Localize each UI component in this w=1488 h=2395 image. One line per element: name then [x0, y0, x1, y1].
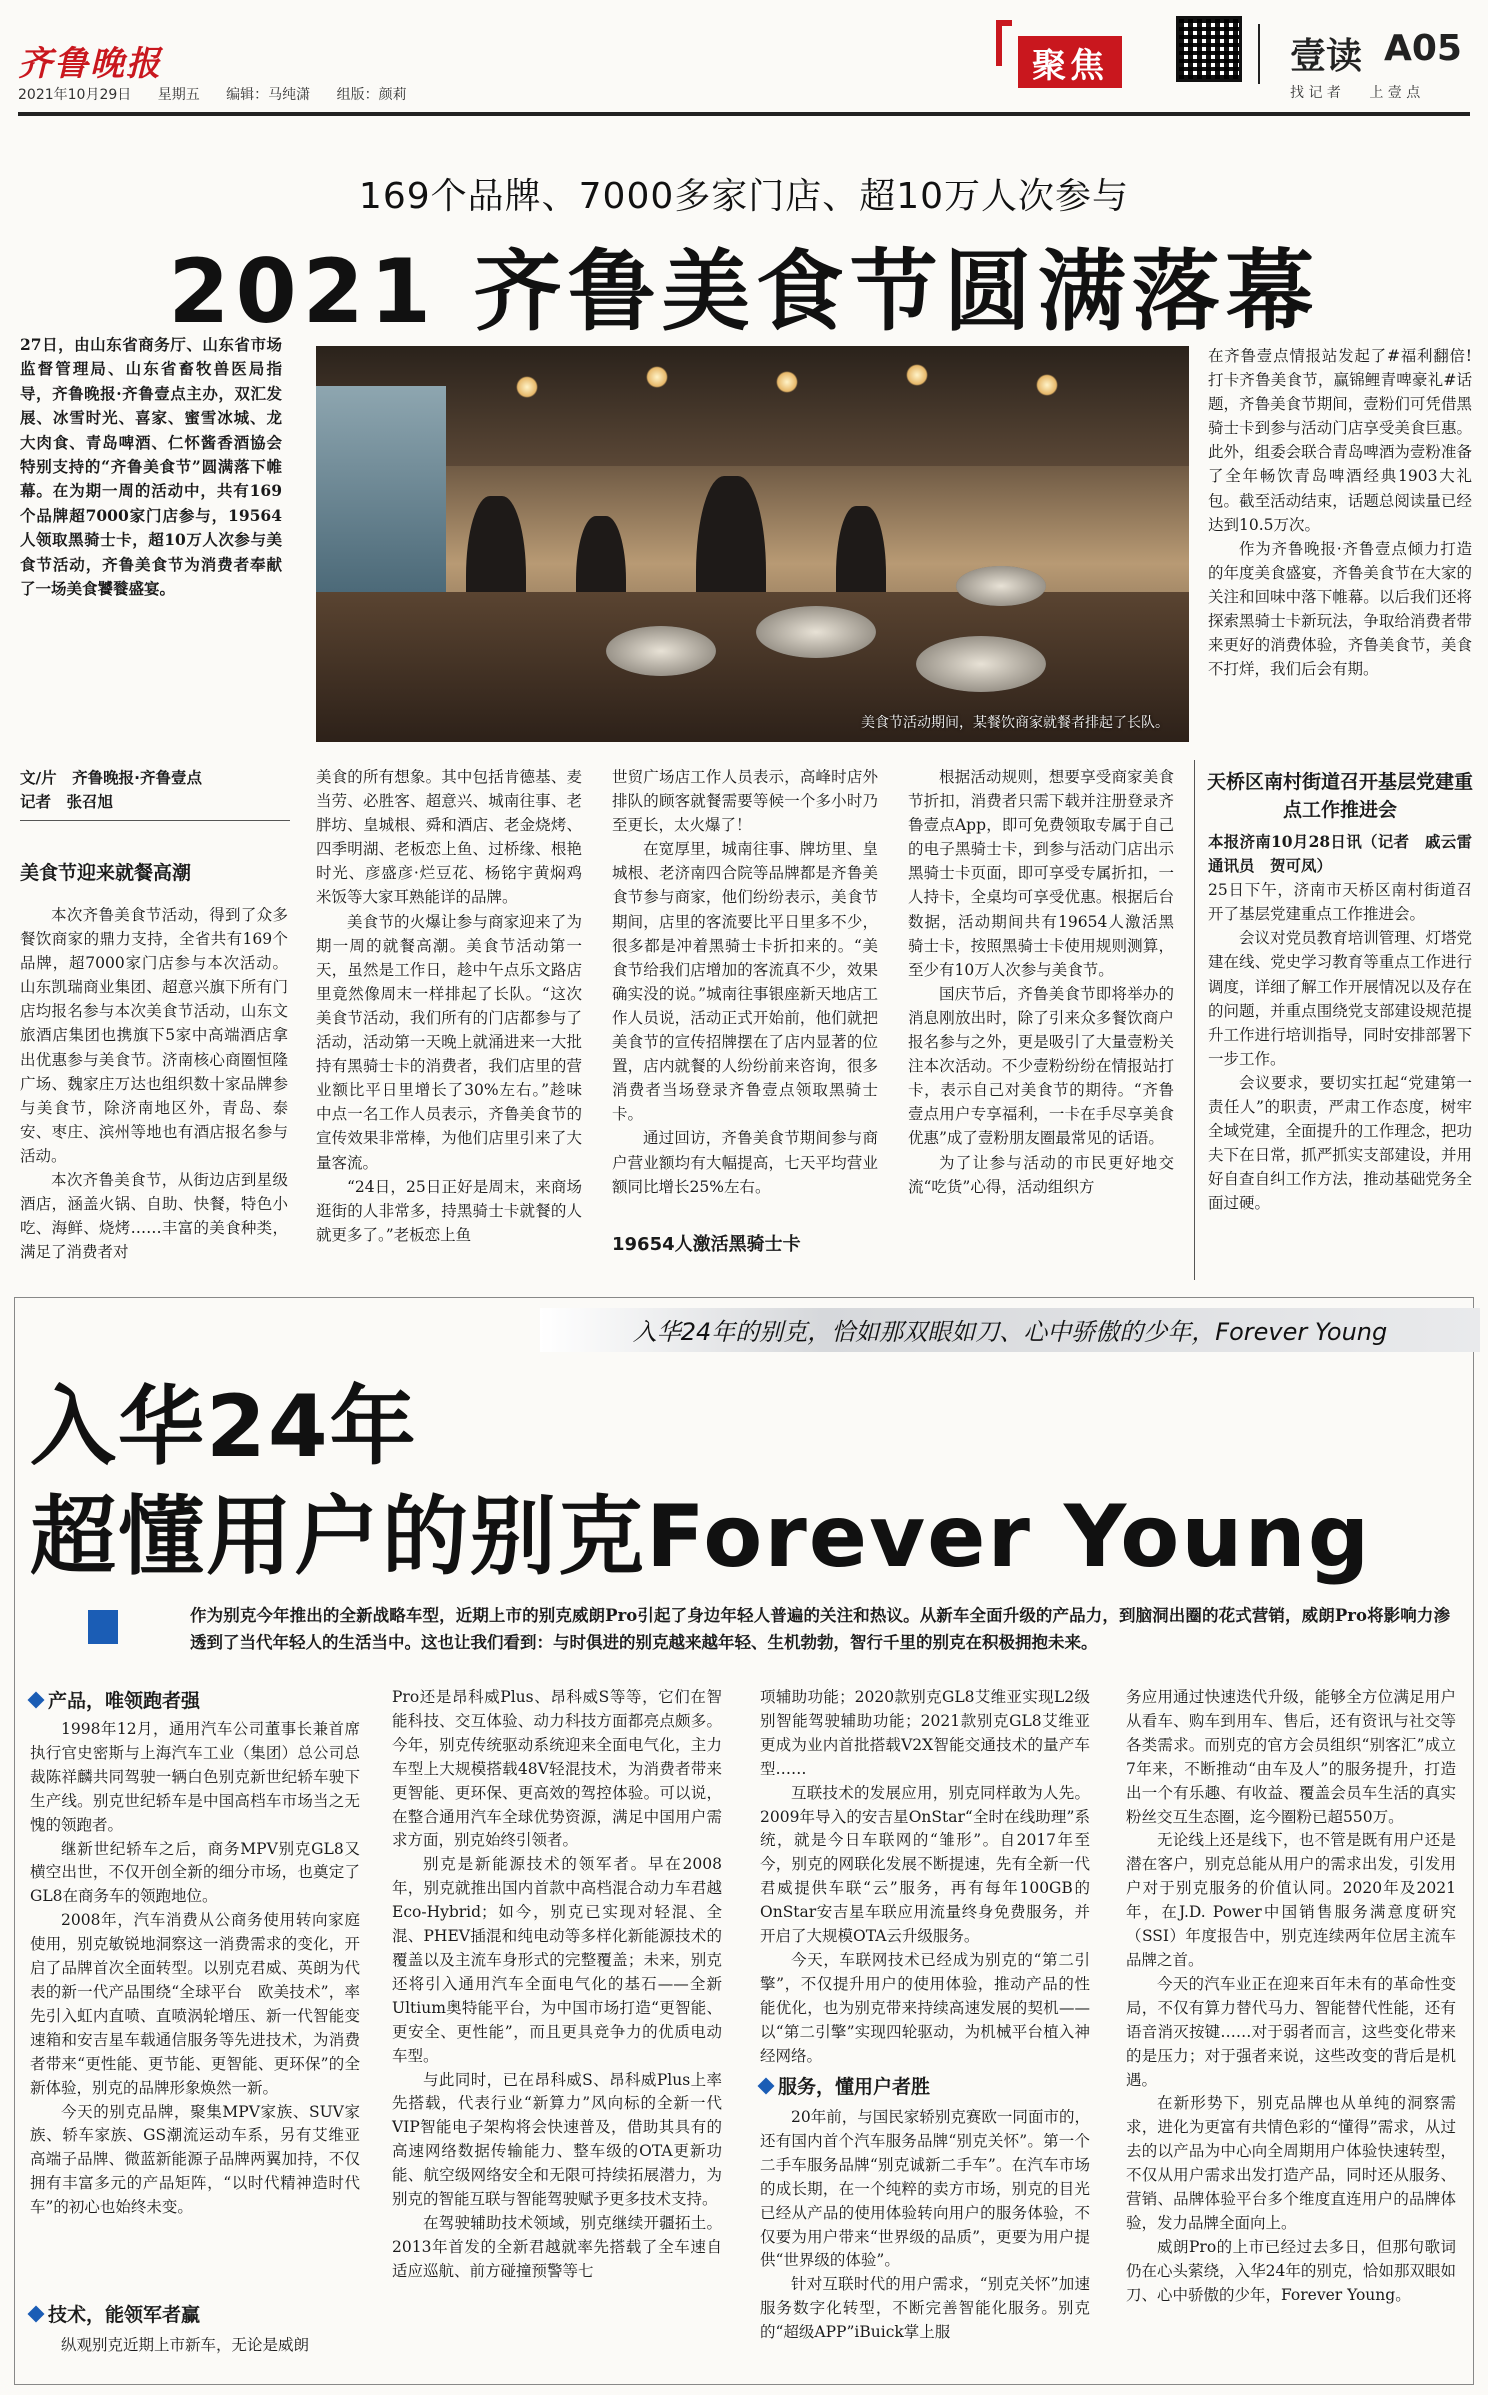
- paragraph: 纵观别克近期上市新车，无论是威朗: [61, 2336, 310, 2354]
- section-tag: 聚焦: [1018, 36, 1122, 88]
- paragraph: 针对互联时代的用户需求，“别克关怀”加速服务数字化转型，不断完善智能化服务。别克的“超级APP”iBuick掌上服: [760, 2275, 1090, 2342]
- paragraph: 国庆节后，齐鲁美食节即将举办的消息刚放出时，除了引来众多餐饮商户报名参与之外，更是吸引了大量壹粉关注本次活动。不少壹粉纷纷在情报站打卡，表示自己对美食节的期待。“齐鲁壹点用户专享福利，一卡在手尽享美食优惠”成了壹粉朋友圈最常见的话语。: [908, 984, 1174, 1148]
- paragraph: 今天的别克品牌，聚集MPV家族、SUV家族、轿车家族、GS潮流运动车系，另有艾维亚高端子品牌、微蓝新能源子品牌两翼加持，不仅拥有丰富多元的产品矩阵，“以时代精神造时代车”的初心也始终未变。: [30, 2102, 360, 2217]
- page-number: A05: [1384, 28, 1462, 69]
- byline: 文/片 齐鲁晚报·齐鲁壹点 记者 张召旭: [20, 769, 203, 811]
- paragraph: 世贸广场店工作人员表示，高峰时店外排队的顾客就餐需要等候一个多小时乃至更长，太火爆了！: [612, 768, 878, 835]
- ad-column-1: [30, 1718, 360, 2220]
- paragraph: 今天，车联网技术已经成为别克的“第二引擎”，不仅提升用户的使用体验，推动产品的性能优化，也为别克带来持续高速发展的契机——以“第二引擎”实现四轮驱动，为机械平台植入神经网络。: [760, 1950, 1090, 2065]
- ad-column-4: [1126, 1686, 1456, 2308]
- ad-subhead-product: 产品，唯领跑者强: [30, 1686, 200, 1713]
- paragraph: 在宽厚里，城南往事、牌坊里、皇城根、老济南四合院等品牌都是齐鲁美食节参与商家，他们纷纷表示，美食节期间，店里的客流要比平日里多不少，很多都是冲着黑骑士卡折扣来的。“美食节给我们店增加的客流真不少，效果确实没的说。”城南往事银座新天地店工作人员说，活动正式开始前，他们就把美食节的宣传招牌摆在了店内显著的位置，店内就餐的人纷纷前来咨询，很多消费者当场登录齐鲁壹点领取黑骑士卡。: [612, 840, 878, 1124]
- paragraph: 作为齐鲁晚报·齐鲁壹点倾力打造的年度美食盛宴，齐鲁美食节在大家的关注和回味中落下帷幕。以后我们还将探索黑骑士卡新玩法，争取给消费者带来更好的消费体验，齐鲁美食节，美食不打烊，我们后会有期。: [1208, 539, 1472, 679]
- paragraph: 为了让参与活动的市民更好地交流“吃货”心得，活动组织方: [908, 1153, 1174, 1196]
- ad-column-3: [760, 1686, 1090, 2069]
- article-column-3: [612, 765, 878, 1199]
- article-kicker: 169个品牌、7000多家门店、超10万人次参与: [358, 176, 1130, 217]
- paragraph: 在驾驶辅助技术领域，别克继续开疆拓土。2013年首发的全新君越就率先搭载了全车速自适应巡航、前方碰撞预警等七: [392, 2213, 722, 2280]
- paragraph: 会议要求，要切实扛起“党建第一责任人”的职责，严肃工作态度，树牢全域党建，全面提升的工作理念，把功夫下在日常，抓严抓实支部建设，并用好自查自纠工作方法，推动基础党务全面过硬。: [1208, 1073, 1472, 1213]
- paragraph: 会议对党员教育培训管理、灯塔党建在线、党史学习教育等重点工作进行调度，详细了解工作开展情况以及存在的问题，并重点围绕党支部建设规范提升工作进行培训指导，同时安排部署下一步工作。: [1208, 929, 1472, 1068]
- ad-column-1b: [30, 2334, 360, 2358]
- article-headline: 2021 齐鲁美食节圆满落幕: [168, 240, 1320, 343]
- paragraph: “24日，25日正好是周末，来商场逛街的人非常多，持黑骑士卡就餐的人就更多了。”老板恋上鱼: [316, 1177, 582, 1244]
- ad-subhead-technology: 技术，能领军者赢: [30, 2300, 200, 2327]
- paragraph: 根据活动规则，想要享受商家美食节折扣，消费者只需下载并注册登录齐鲁壹点App，即可免费领取专属于自己的电子黑骑士卡，到参与活动门店出示黑骑士卡页面，即可享受专属折扣，一人持卡，全桌均可享受优惠。根据后台数据，活动期间共有19654人激活黑骑士卡，按照黑骑士卡使用规则测算，至少有10万人次参与美食节。: [908, 768, 1174, 979]
- paragraph: 25日下午，济南市天桥区南村街道召开了基层党建重点工作推进会。: [1208, 881, 1472, 924]
- sidebar-body: [1208, 830, 1488, 1216]
- diamond-bullet-icon: [758, 2077, 775, 2094]
- paragraph: 1998年12月，通用汽车公司董事长兼首席执行官史密斯与上海汽车工业（集团）总公司总裁陈祥麟共同驾驶一辆白色别克新世纪轿车驶下生产线。别克世纪轿车是中国高档车市场当之无愧的领跑者。: [30, 1720, 360, 1834]
- ad-intro: 作为别克今年推出的全新战略车型，近期上市的别克威朗Pro引起了身边年轻人普遍的关注和热议。从新车全面升级的产品力，到脑洞出圈的花式营销，威朗Pro将影响力渗透到了当代年轻人的生活当中。这也让我们看到：与时俱进的别克越来越年轻、生机勃勃，智行千里的别克在积极拥抱未来。: [190, 1606, 1450, 1652]
- paragraph: 项辅助功能；2020款别克GL8艾维亚实现L2级别智能驾驶辅助功能；2021款别克GL8艾维亚更成为业内首批搭载V2X智能交通技术的量产车型……: [760, 1688, 1090, 1778]
- paragraph: 美食的所有想象。其中包括肯德基、麦当劳、必胜客、超意兴、城南往事、老胖坊、皇城根、舜和酒店、老金烧烤、四季明湖、老板恋上鱼、过桥缘、根艳时光、彦盛彦·烂豆花、杨铭宇黄焖鸡米饭等大家耳熟能详的品牌。: [316, 768, 582, 907]
- sidebar-headline: 天桥区南村街道召开基层党建重点工作推进会: [1206, 771, 1473, 821]
- paragraph: 20年前，与国民家轿别克赛欧一同面市的，还有国内首个汽车服务品牌“别克关怀”。第一个二手车服务品牌“别克诚新二手车”。在汽车市场的成长期，在一个纯粹的卖方市场，别克的目光已经从产品的使用体验转向用户的服务体验，不仅要为用户带来“世界级的品质”，更要为用户提供“世界级的体验”。: [760, 2108, 1090, 2270]
- ad-accent-block: [88, 1610, 118, 1644]
- paragraph: 别克是新能源技术的领军者。早在2008年，别克就推出国内首款中高档混合动力车君越Eco-Hybrid；如今，别克已实现对轻混、全混、PHEV插混和纯电动等多样化新能源技术的覆盖以及主流车身形式的完整覆盖；未来，别克还将引入通用汽车全面电气化的基石——全新Ultium奥特能平台，为中国市场打造“更智能、更安全、更性能”，而且更具竞争力的优质电动车型。: [392, 1855, 722, 2065]
- paragraph: 无论线上还是线下，也不管是既有用户还是潜在客户，别克总能从用户的需求出发，引发用户对于别克服务的价值认同。2020年及2021年，在J.D. Power中国销售服务满意度研究（SSI）年度报告中，别克连续两年位居主流车品牌之首。: [1126, 1831, 1456, 1969]
- paragraph: 通过回访，齐鲁美食节期间参与商户营业额均有大幅提高，七天平均营业额同比增长25%左右。: [612, 1129, 878, 1196]
- sidebar-dateline: 本报济南10月28日讯（记者 戚云雷 通讯员 贺可凤）: [1208, 832, 1488, 876]
- sidebar-divider: [1194, 760, 1195, 1280]
- newspaper-logo: 齐鲁晚报: [18, 44, 162, 84]
- paragraph: 务应用通过快速迭代升级，能够全方位满足用户从看车、购车到用车、售后，还有资讯与社交等各类需求。而别克的官方会员组织“别客汇”成立7年来，不断推动“由车及人”的服务提升，打造出一个有乐趣、有收益、覆盖会员车生活的真实粉丝交互生态圈，迄今圈粉已超550万。: [1126, 1688, 1456, 1826]
- restaurant-photo: [316, 346, 1189, 742]
- issue-info: [18, 84, 429, 104]
- ad-banner-text: 入华24年的别克，恰如那双眼如刀、心中骄傲的少年，Forever Young: [632, 1318, 1388, 1346]
- paragraph: 在新形势下，别克品牌也从单纯的洞察需求，进化为更富有共情色彩的“懂得”需求，从过去的以产品为中心向全周期用户体验快速转型，不仅从用户需求出发打造产品，同时还从服务、营销、品牌体验平台多个维度直连用户的品牌体验，发力品牌全面向上。: [1126, 2094, 1456, 2232]
- article-column-2: [316, 765, 582, 1247]
- editor-credit: 编辑：马纯潇: [226, 87, 311, 103]
- paragraph: 本次齐鲁美食节活动，得到了众多餐饮商家的鼎力支持，全省共有169个品牌，超7000家门店参与本次活动。山东凯瑞商业集团、超意兴旗下所有门店均报名参与本次美食节活动，山东文旅酒店集团也携旗下5家中高端酒店拿出优惠参与美食节。济南核心商圈恒隆广场、魏家庄万达也组织数十家品牌参与美食节，除济南地区外，青岛、泰安、枣庄、滨州等地也有酒店报名参与活动。: [20, 906, 288, 1165]
- diamond-bullet-icon: [28, 2305, 45, 2322]
- ad-subhead-service: 服务，懂用户者胜: [760, 2072, 930, 2099]
- designer-credit: 组版：颜莉: [336, 87, 407, 103]
- paragraph: Pro还是昂科威Plus、昂科威S等等，它们在智能科技、交互体验、动力科技方面都亮点颇多。今年，别克传统驱动系统迎来全面电气化，主力车型上大规模搭载48V轻混技术，为消费者带来更智能、更环保、更高效的驾控体验。可以说，在整合通用汽车全球优势资源，满足中国用户需求方面，别克始终引领者。: [392, 1688, 722, 1850]
- article-column-1: [20, 903, 288, 1264]
- diamond-bullet-icon: [28, 1691, 45, 1708]
- article-lead: 27日，由山东省商务厅、山东省市场监督管理局、山东省畜牧兽医局指导，齐鲁晚报·齐鲁壹点主办，双汇发展、冰雪时光、喜家、蜜雪冰城、龙大肉食、青岛啤酒、仁怀酱香酒協会特别支持的“齐鲁美食节”圆满落下帷幕。在为期一周的活动中，共有169个品牌超7000家门店参与，19564人领取黑骑士卡，超10万人次参与美食节活动，齐鲁美食节为消费者奉献了一场美食饕餮盛宴。: [20, 335, 282, 599]
- paragraph: 继新世纪轿车之后，商务MPV别克GL8又横空出世，不仅开创全新的细分市场，也奠定了GL8在商务车的领跑地位。: [30, 1839, 360, 1906]
- paragraph: 本次齐鲁美食节，从街边店到星级酒店，涵盖火锅、自助、快餐，特色小吃、海鲜、烧烤……丰富的美食种类，满足了消费者对: [20, 1171, 288, 1262]
- divider: [20, 820, 290, 821]
- paragraph: 在齐鲁壹点情报站发起了#福利翻倍!打卡齐鲁美食节，赢锦鲤青啤豪礼#话题，齐鲁美食节期间，壹粉们可凭借黑骑士卡到参与活动门店享受美食巨惠。此外，组委会联合青岛啤酒为壹粉准备了全年畅饮青岛啤酒经典1903大礼包。截至活动结束，话题总阅读量已经达到10.5万次。: [1208, 347, 1472, 534]
- paragraph: 今天的汽车业正在迎来百年未有的革命性变局，不仅有算力替代马力、智能替代性能，还有语音消灭按键……对于弱者而言，这些变化带来的是压力；对于强者来说，这些改变的背后是机遇。: [1126, 1974, 1456, 2089]
- qr-code-icon[interactable]: [1176, 16, 1242, 82]
- section-tag-decoration: [996, 20, 1012, 66]
- subhead-black-knight: 19654人激活黑骑士卡: [612, 1234, 801, 1255]
- ad-column-3b: [760, 2106, 1090, 2345]
- page-label: 壹读: [1290, 36, 1363, 77]
- article-column-4: [908, 765, 1174, 1199]
- paragraph: 威朗Pro的上市已经过去多日，但那句歌词仍在心头萦绕，入华24年的别克，恰如那双眼如刀、心中骄傲的少年，Forever Young。: [1126, 2237, 1456, 2304]
- ad-title: 入华24年 超懂用户的别克Forever Young: [30, 1377, 1372, 1587]
- reporter-contact: 找 记 者 上 壹 点: [1290, 85, 1421, 101]
- subhead-dining-peak: 美食节迎来就餐高潮: [20, 862, 192, 884]
- photo-caption: 美食节活动期间，某餐饮商家就餐者排起了长队。: [861, 715, 1169, 731]
- paragraph: 美食节的火爆让参与商家迎来了为期一周的就餐高潮。美食节活动第一天，虽然是工作日，趁中午点乐文路店里竟然像周末一样排起了长队。“这次美食节活动，我们所有的门店都参与了活动，活动第一天晚上就涌进来一大批持有黑骑士卡的消费者，我们店里的营业额比平日里增长了30%左右。”趁味中点一名工作人员表示，齐鲁美食节的宣传效果非常棒，为他们店里引来了大量客流。: [316, 912, 582, 1172]
- article-column-5: [1208, 344, 1472, 681]
- masthead-rule: [18, 112, 1470, 116]
- ad-column-2: [392, 1686, 722, 2284]
- masthead-divider: [1258, 24, 1260, 84]
- issue-weekday: 星期五: [157, 87, 200, 103]
- issue-date: 2021年10月29日: [18, 87, 132, 103]
- paragraph: 互联技术的发展应用，别克同样敢为人先。2009年导入的安吉星OnStar“全时在线助理”系统，就是今日车联网的“雏形”。自2017年至今，别克的网联化发展不断提速，先有全新一代君威提供车联“云”服务，再有每年100GB的OnStar安吉星车联应用流量终身免费服务，并开启了大规模OTA云升级服务。: [760, 1783, 1090, 1946]
- paragraph: 与此同时，已在昂科威S、昂科威Plus上率先搭载，代表行业“新算力”风向标的全新一代VIP智能电子架构将会快速普及，借助其具有的高速网络数据传输能力、整车级的OTA更新功能、航空级网络安全和无限可持续拓展潜力，为别克的智能互联与智能驾驶赋予更多技术支持。: [392, 2070, 722, 2209]
- paragraph: 2008年，汽车消费从公商务使用转向家庭使用，别克敏锐地洞察这一消费需求的变化，开启了品牌首次全面转型。以别克君威、英朗为代表的新一代产品围绕“全球平台 欧美技术”，率先引入虹内直喷、直喷涡轮增压、新一代智能变速箱和安吉星车载通信服务等先进技术，为消费者带来“更性能、更节能、更智能、更环保”的全新体验，别克的品牌形象焕然一新。: [30, 1911, 360, 2097]
